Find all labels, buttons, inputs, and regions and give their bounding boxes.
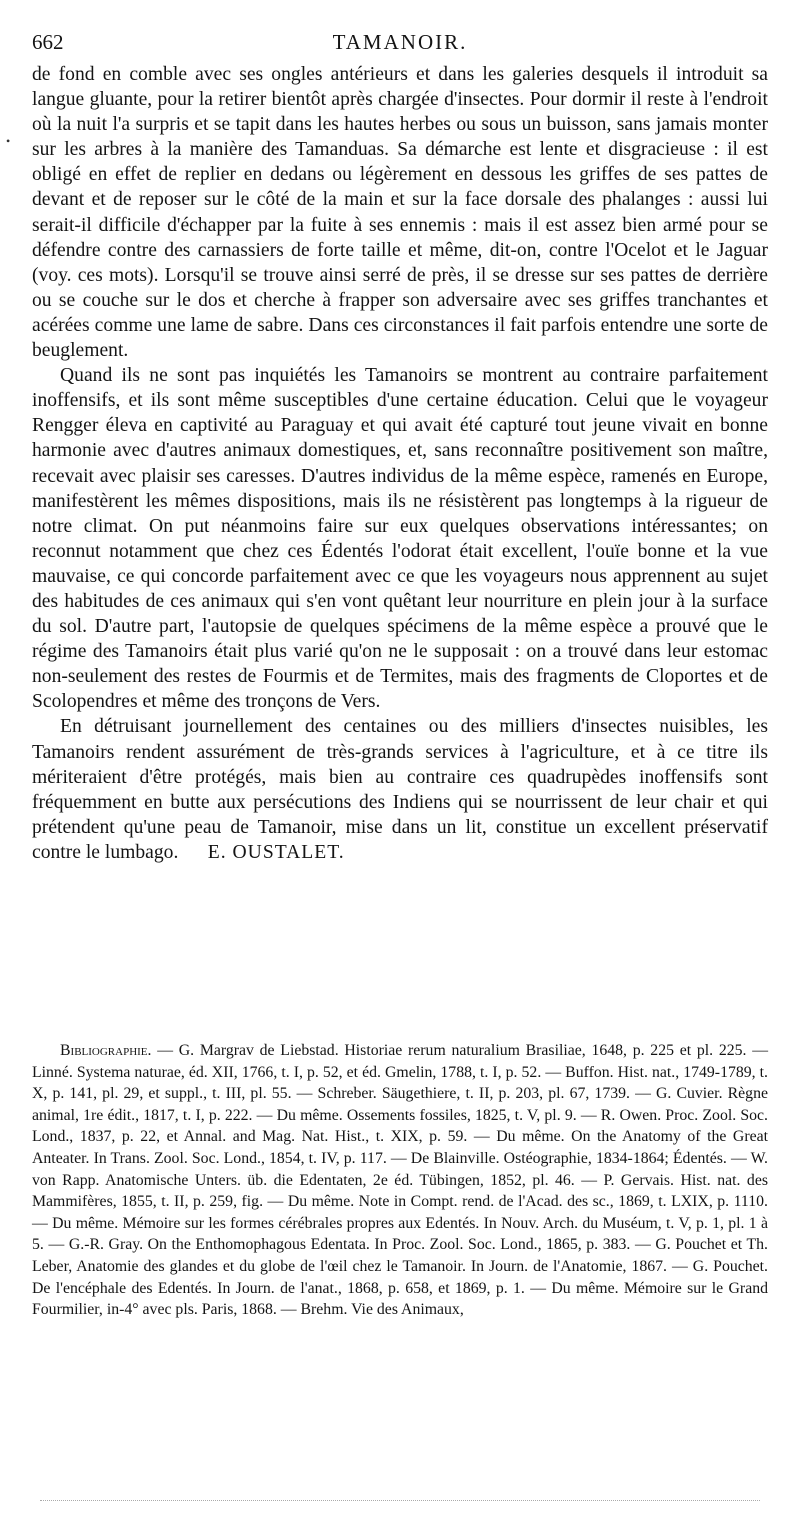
bibliography-label: Bibliographie. — [60, 1042, 152, 1059]
running-title: TAMANOIR. — [332, 30, 468, 54]
article-body — [32, 62, 768, 865]
paragraph: de fond en comble avec ses ongles antérieurs et dans les galeries desquels il introduit sa langue gluante, pour la retirer bientôt après chargée d'insectes. Pour dormir il reste à l'endroit où la nuit l'a surpris et se tapit dans les hautes herbes ou sous un buisson, sans jamais monter sur les arbres à la manière des Tamanduas. Sa démarche est lente et disgracieuse : il est obligé en effet de replier en dedans ou légèrement en dessous les griffes de ses pattes de devant et de reposer sur le côté de la main et sur la face dorsale des phalanges : aussi lui serait-il difficile d'échapper par la fuite à ses ennemis : mais il est assez bien armé pour se défendre contre des carnassiers de forte taille et même, dit-on, contre l'Ocelot et le Jaguar (voy. ces mots). Lorsqu'il se trouve ainsi serré de près, il se dresse sur ses pattes de derrière ou se couche sur le dos et cherche à frapper son adversaire avec ses griffes tranchantes et acérées comme une lame de sabre. Dans ces circonstances il fait parfois entendre une sorte de beuglement. — [32, 64, 768, 362]
paragraph-with-signature — [32, 714, 768, 865]
bibliography — [32, 1040, 768, 1321]
bibliography-text: — G. Margrav de Liebstad. Historiae rerum naturalium Brasiliae, 1648, p. 225 et pl. 225. — Linné. Systema naturae, éd. XII, 1766, t. I, p. 52, et éd. Gmelin, 1788, t. I, p. 52. — Buffon. Hist. nat., 1749-1789, t. X, p. 141, pl. 29, et suppl., t. III, pl. 55. — Schreber. Säugethiere, t. II, p. 203, pl. 67, 1739. — G. Cuvier. Règne animal, 1re édit., 1817, t. I, p. 222. — Du même. Ossements fossiles, 1825, t. V, pl. 9. — R. Owen. Proc. Zool. Soc. Lond., 1837, p. 22, et Annal. and Mag. Nat. Hist., t. XIX, p. 59. — Du même. On the Anatomy of the Great Anteater. In Trans. Zool. Soc. Lond., 1854, t. IV, p. 117. — De Blainville. Ostéographie, 1834-1864; Édentés. — W. von Rapp. Anatomische Unters. üb. die Edentaten, 2e éd. Tübingen, 1852, pl. 46. — P. Gervais. Hist. nat. des Mammifères, 1855, t. II, p. 259, fig. — Du même. Note in Compt. rend. de l'Acad. des sc., 1869, t. LXIX, p. 1110. — Du même. Mémoire sur les formes cérébrales propres aux Edentés. In Nouv. Arch. du Muséum, t. V, p. 1, pl. 1 à 5. — G.-R. Gray. On the Enthomophagous Edentata. In Proc. Zool. Soc. Lond., 1865, p. 383. — G. Pouchet et Th. Leber, Anatomie des glandes et du globe de l'œil chez le Tamanoir. In Journ. de l'Anatomie, 1867. — G. Pouchet. De l'encéphale des Edentés. In Journ. de l'anat., 1868, p. 658, et 1869, p. 1. — Du même. Mémoire sur le Grand Fourmilier, in-4° avec pls. Paris, 1868. — Brehm. Vie des Animaux, — [32, 1042, 768, 1319]
margin-mark: • — [6, 134, 11, 148]
page-header — [32, 30, 768, 58]
author-signature: E. OUSTALET. — [207, 841, 345, 863]
footer-rule — [40, 1500, 760, 1501]
paragraph: Quand ils ne sont pas inquiétés les Tamanoirs se montrent au contraire parfaitement inoffensifs, et ils sont même susceptibles d'une certaine éducation. Celui que le voyageur Rengger éleva en captivité au Paraguay et qui avait été capturé tout jeune vivait en bonne harmonie avec d'autres animaux domestiques, et, sans reconnaître positivement son maître, recevait avec plaisir ses caresses. D'autres individus de la même espèce, ramenés en Europe, manifestèrent les mêmes dispositions, mais ils ne résistèrent pas longtemps à la rigueur de notre climat. On put néanmoins faire sur eux quelques observations intéressantes; on reconnut notamment que chez ces Édentés l'odorat était excellent, l'ouïe bonne et la vue mauvaise, ce qui concorde parfaitement avec ce que les voyageurs nous apprennent au sujet des habitudes de ces animaux qui s'en vont quêtant leur nourriture en plein jour à la surface du sol. D'autre part, l'autopsie de quelques spécimens de la même espèce a prouvé que le régime des Tamanoirs était plus varié qu'on ne le supposait : on a trouvé dans leur estomac non-seulement des restes de Fourmis et de Termites, mais des fragments de Cloportes et de Scolopendres et même des tronçons de Vers. — [32, 365, 768, 713]
paragraph-text: En détruisant journellement des centaines ou des milliers d'insectes nuisibles, les Tamanoirs rendent assurément de très-grands services à l'agriculture, et à ce titre ils mériteraient d'être protégés, mais bien au contraire ces quadrupèdes inoffensifs sont fréquemment en butte aux persécutions des Indiens qui se nourrissent de leur chair et qui prétendent qu'une peau de Tamanoir, mise dans un lit, constitue un excellent préservatif contre le lumbago. — [32, 716, 768, 863]
page-number: 662 — [32, 30, 64, 54]
